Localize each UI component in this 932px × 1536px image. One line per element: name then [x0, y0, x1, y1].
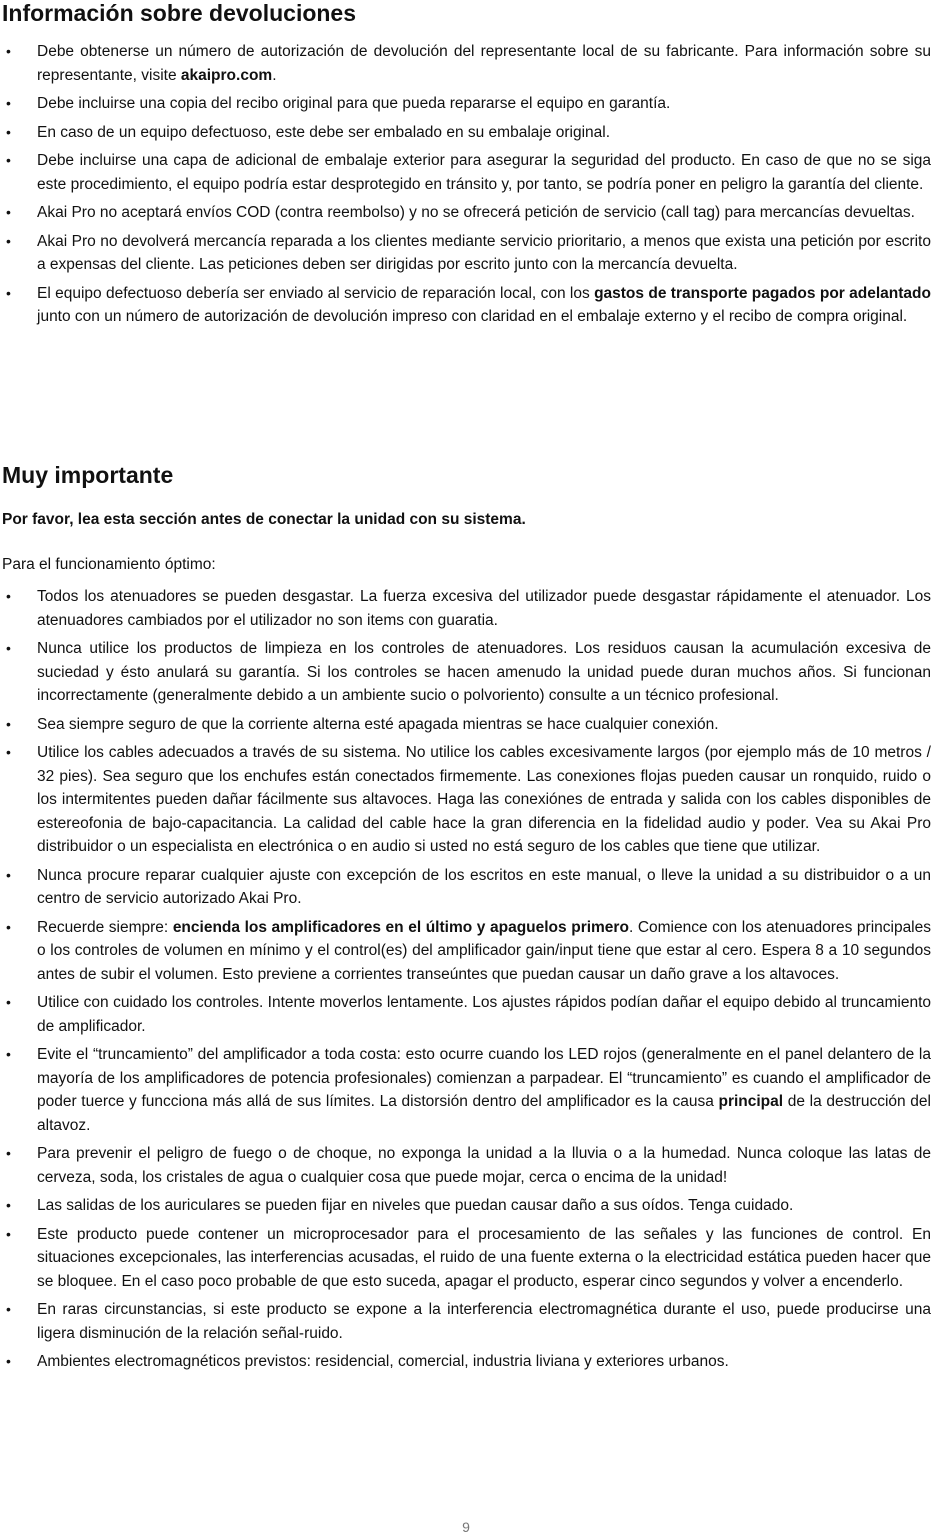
list-item: • Ambientes electromagnéticos previstos: residencial, comercial, industria liviana y exteriores urbanos. — [0, 1350, 931, 1374]
list-item: • Para prevenir el peligro de fuego o de choque, no exponga la unidad a la lluvia o a la humedad. Nunca coloque las latas de cerveza, soda, los cristales de agua o cualquier cosa que puede mojar, cerca o encima de la unidad! — [0, 1142, 931, 1189]
page-number: 9 — [462, 1519, 470, 1535]
list-item: • En raras circunstancias, si este producto se expone a la interferencia electromagnética durante el uso, puede producirse una ligera disminución de la relación señal-ruido. — [0, 1298, 931, 1345]
list-item: • En caso de un equipo defectuoso, este debe ser embalado en su embalaje original. — [0, 121, 931, 145]
important-lead: Por favor, lea esta sección antes de conectar la unidad con su sistema. — [2, 511, 526, 528]
list-item: • Las salidas de los auriculares se pueden fijar en niveles que puedan causar daño a sus oídos. Tenga cuidado. — [0, 1194, 931, 1218]
emphasis-text: principal — [718, 1093, 784, 1110]
important-intro: Para el funcionamiento óptimo: — [2, 556, 216, 573]
list-item: • Debe incluirse una capa de adicional de embalaje exterior para asegurar la seguridad del producto. En caso de que no se siga este procedimiento, el equipo podría estar desprotegido en tránsito y, por tanto, se podría poner en peligro la garantía del cliente. — [0, 149, 931, 196]
list-item: • Akai Pro no aceptará envíos COD (contra reembolso) y no se ofrecerá petición de servicio (call tag) para mercancías devueltas. — [0, 201, 931, 225]
list-item: • Utilice con cuidado los controles. Intente moverlos lentamente. Los ajustes rápidos podían dañar el equipo debido al truncamiento de amplificador. — [0, 991, 931, 1038]
list-item: • Todos los atenuadores se pueden desgastar. La fuerza excesiva del utilizador puede desgastar rápidamente el atenuador. Los atenuadores cambiados por el utilizador no son items con guaratia. — [0, 585, 931, 632]
emphasis-text: akaipro.com — [180, 66, 273, 84]
list-item: • El equipo defectuoso debería ser enviado al servicio de reparación local, con los gastos de transporte pagados por adelantado junto con un número de autorización de devolución impreso con claridad en el embalaje externo y el recibo de compra original. — [0, 282, 931, 329]
emphasis-text: gastos de transporte pagados por adelantado — [594, 284, 931, 302]
list-item: • Debe incluirse una copia del recibo original para que pueda repararse el equipo en garantía. — [0, 92, 931, 116]
list-item: • Nunca procure reparar cualquier ajuste con excepción de los escritos en este manual, o lleve la unidad a su distribuidor o a un centro de servicio autorizado Akai Pro. — [0, 864, 931, 911]
list-item: • Recuerde siempre: encienda los amplificadores en el último y apaguelos primero. Comience con los atenuadores principales o los controles de volumen en mínimo y el control(es) del amplificador gain/input tiene que estar al cero. Espera 8 a 10 segundos antes de subir el volumen. Esto previene a corrientes transeúntes que puedan causar un daño grave a los altavoces. — [0, 916, 931, 987]
important-heading: Muy importante — [2, 462, 174, 488]
important-list — [0, 585, 931, 1379]
list-item: • Akai Pro no devolverá mercancía reparada a los clientes mediante servicio prioritario, a menos que exista una petición por escrito a expensas del cliente. Las peticiones deben ser dirigidas por escrito junto con la mercancía devuelta. — [0, 230, 931, 277]
emphasis-text: encienda los amplificadores en el último y apaguelos primero — [172, 918, 629, 936]
list-item: • Debe obtenerse un número de autorización de devolución del representante local de su fabricante. Para información sobre su representante, visite akaipro.com. — [0, 40, 931, 87]
list-item: • Nunca utilice los productos de limpieza en los controles de atenuadores. Los residuos causan la acumulación excesiva de suciedad y ésto anulará su garantía. Si los controles se hacen amenudo la unidad puede duran muchos años. Si funcionan incorrectamente (generalmente debido a un ambiente sucio o polvoriento) consulte a un técnico profesional. — [0, 637, 931, 708]
list-item: • Sea siempre seguro de que la corriente alterna esté apagada mientras se hace cualquier conexión. — [0, 713, 931, 737]
list-item: • Utilice los cables adecuados a través de su sistema. No utilice los cables excesivamente largos (por ejemplo más de 10 metros / 32 pies). Sea seguro que los enchufes están conectados firmemente. Las conexiones flojas pueden causar un ronquido, ruido o los intermitentes pueden dañar fácilmente sus altavoces. Haga las conexiónes de entrada y salida con los cables disponibles de estereofonia de bajo-capacitancia. La calidad del cable hace la gran diferencia en la fidelidad audio y poder. Vea su Akai Pro distribuidor o un especialista en electrónica o en audio si usted no está seguro de los cables que tiene que utilizar. — [0, 741, 931, 859]
returns-heading: Información sobre devoluciones — [2, 0, 357, 26]
returns-list — [0, 40, 931, 334]
list-item: • Este producto puede contener un microprocesador para el procesamiento de las señales y las funciones de control. En situaciones excepcionales, las interferencias acusadas, el ruido de una fuente externa o la electricidad estática pueden hacer que se bloquee. En el caso poco probable de que esto suceda, apagar el producto, esperar cinco segundos y volver a encenderlo. — [0, 1223, 931, 1294]
list-item: • Evite el “truncamiento” del amplificador a toda costa: esto ocurre cuando los LED rojos (generalmente en el panel delantero de la mayoría de los amplificadores de potencia profesionales) comienzan a parpadear. El “truncamiento” es cuando el amplificador de poder tuerce y funcciona más allá de sus límites. La distorsión dentro del amplificador es la causa principal de la destrucción del altavoz. — [0, 1043, 931, 1137]
